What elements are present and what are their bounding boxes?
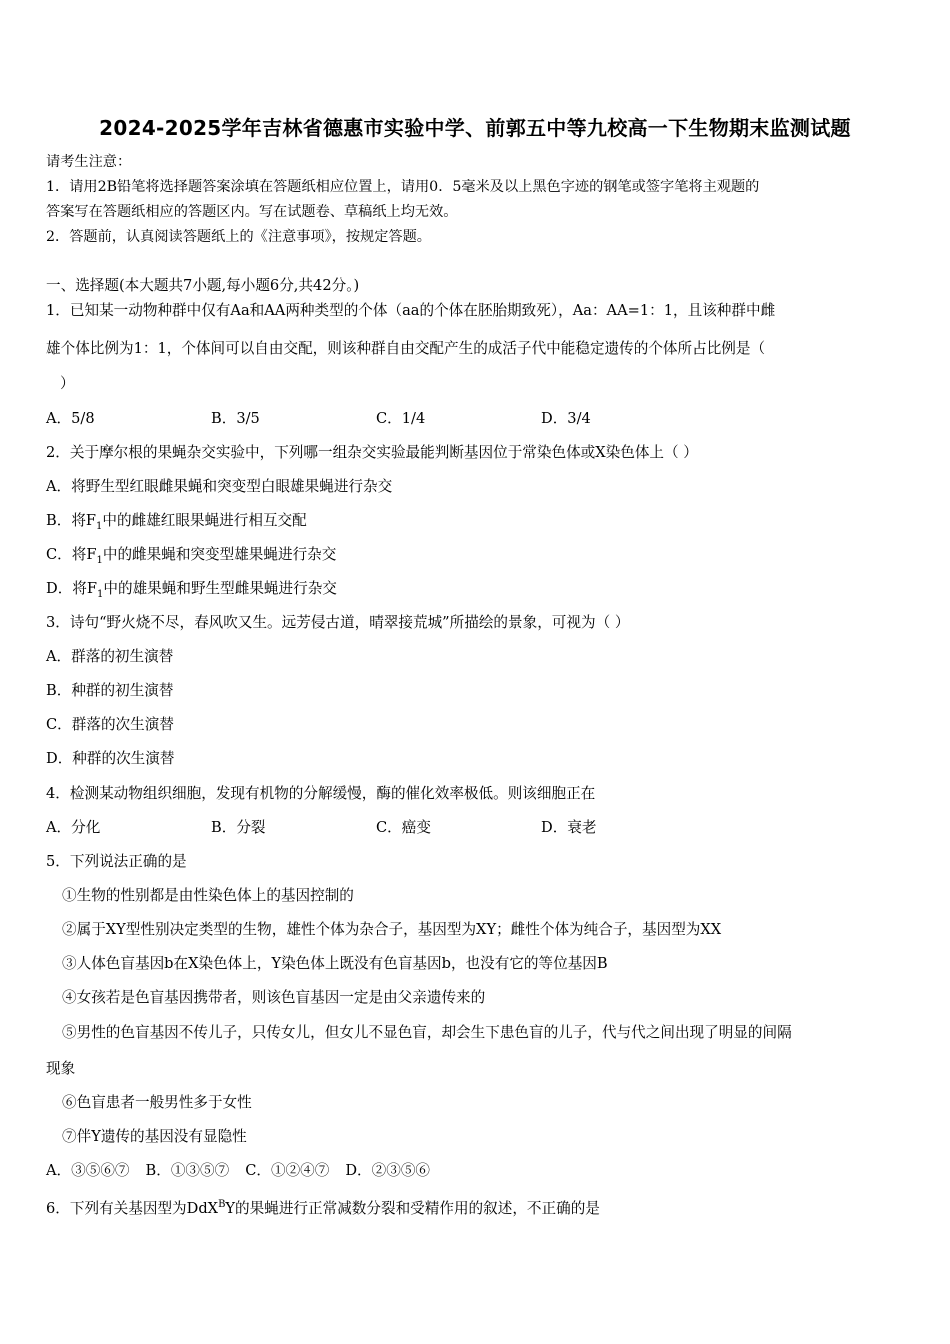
question-5-statement-3: ③人体色盲基因b在X染色体上，Y染色体上既没有色盲基因b，也没有它的等位基因B (62, 955, 608, 972)
question-6-stem-post: Y的果蝇进行正常减数分裂和受精作用的叙述，不正确的是 (225, 1199, 600, 1217)
question-2-option-b-sub: 1 (96, 520, 103, 532)
question-1-line-3: ） (60, 375, 75, 392)
question-1-option-a[interactable]: A．5/8 (46, 410, 95, 427)
question-4-option-d[interactable]: D．衰老 (541, 819, 597, 836)
notice-item-1-cont: 答案写在答题纸相应的答题区内。写在试题卷、草稿纸上均无效。 (46, 204, 458, 220)
question-5-option-b[interactable]: B．①③⑤⑦ (145, 1162, 230, 1179)
question-1-line-1: 1．已知某一动物种群中仅有Aa和AA两种类型的个体（aa的个体在胚胎期致死），Aa：AA=1：1，且该种群中雌 (46, 302, 776, 319)
notice-heading: 请考生注意： (46, 154, 132, 170)
question-2-option-b-pre: B．将F (46, 512, 97, 529)
question-6-stem-sup: B (218, 1199, 226, 1210)
question-1-line-2: 雄个体比例为1：1，个体间可以自由交配，则该种群自由交配产生的成活子代中能稳定遗传的个体所占比例是（ (46, 340, 766, 357)
question-2-option-c[interactable] (46, 545, 336, 571)
question-2-option-d-pre: D．将F (46, 580, 98, 597)
question-4-option-a[interactable]: A．分化 (46, 819, 101, 836)
question-2-option-c-sub: 1 (96, 554, 103, 566)
question-4-option-b[interactable]: B．分裂 (211, 819, 266, 836)
question-5-option-d[interactable]: D．②③⑤⑥ (345, 1162, 431, 1179)
question-2-option-b[interactable] (46, 511, 307, 537)
question-5-statement-7: ⑦伴Y遗传的基因没有显隐性 (62, 1128, 247, 1145)
question-5-statement-5: ⑤男性的色盲基因不传儿子，只传女儿，但女儿不显色盲，却会生下患色盲的儿子，代与代之间出现了明显的间隔 (62, 1024, 792, 1041)
question-5-statement-4: ④女孩若是色盲基因携带者，则该色盲基因一定是由父亲遗传来的 (62, 989, 486, 1006)
question-4-stem: 4．检测某动物组织细胞，发现有机物的分解缓慢，酶的催化效率极低。则该细胞正在 (46, 785, 596, 802)
question-5-option-c[interactable]: C．①②④⑦ (245, 1162, 330, 1179)
section-heading: 一、选择题(本大题共7小题,每小题6分,共42分。) (46, 277, 360, 294)
exam-title: 2024-2025学年吉林省德惠市实验中学、前郭五中等九校高一下生物期末监测试题 (99, 116, 851, 140)
question-2-option-d[interactable] (46, 579, 337, 605)
question-2-option-a[interactable]: A．将野生型红眼雌果蝇和突变型白眼雄果蝇进行杂交 (46, 478, 393, 495)
question-5-options (46, 1161, 446, 1181)
question-2-option-b-post: 中的雌雄红眼果蝇进行相互交配 (102, 512, 307, 529)
question-6-stem-pre: 6．下列有关基因型为DdX (46, 1199, 219, 1217)
question-2-stem: 2．关于摩尔根的果蝇杂交实验中，下列哪一组杂交实验最能判断基因位于常染色体或X染色体上（ ） (46, 444, 698, 461)
question-1-option-c[interactable]: C．1/4 (376, 410, 426, 427)
question-3-option-a[interactable]: A．群落的初生演替 (46, 648, 174, 665)
question-2-option-c-post: 中的雌果蝇和突变型雄果蝇进行杂交 (102, 546, 337, 563)
question-6-stem (46, 1195, 600, 1219)
question-1-option-d[interactable]: D．3/4 (541, 410, 591, 427)
question-2-option-c-pre: C．将F (46, 546, 97, 563)
question-3-option-c[interactable]: C．群落的次生演替 (46, 716, 174, 733)
notice-item-1: 1．请用2B铅笔将选择题答案涂填在答题纸相应位置上，请用0．5毫米及以上黑色字迹的钢笔或签字笔将主观题的 (46, 179, 760, 195)
question-2-option-d-sub: 1 (97, 588, 104, 600)
question-5-option-a[interactable]: A．③⑤⑥⑦ (46, 1162, 130, 1179)
question-1-option-b[interactable]: B．3/5 (211, 410, 260, 427)
question-3-option-b[interactable]: B．种群的初生演替 (46, 682, 174, 699)
notice-item-2: 2．答题前，认真阅读答题纸上的《注意事项》，按规定答题。 (46, 229, 431, 245)
question-5-statement-6: ⑥色盲患者一般男性多于女性 (62, 1094, 252, 1111)
question-4-option-c[interactable]: C．癌变 (376, 819, 431, 836)
question-5-stem: 5．下列说法正确的是 (46, 853, 187, 870)
question-4-options (46, 818, 706, 838)
question-5-statement-5-cont: 现象 (46, 1060, 76, 1077)
question-1-options (46, 409, 706, 429)
question-3-option-d[interactable]: D．种群的次生演替 (46, 750, 175, 767)
question-3-stem: 3．诗句“野火烧不尽，春风吹又生。远芳侵古道，晴翠接荒城”所描绘的景象，可视为（ ） (46, 614, 630, 631)
question-2-option-d-post: 中的雄果蝇和野生型雌果蝇进行杂交 (103, 580, 337, 597)
question-5-statement-1: ①生物的性别都是由性染色体上的基因控制的 (62, 887, 354, 904)
question-5-statement-2: ②属于XY型性别决定类型的生物，雄性个体为杂合子，基因型为XY；雌性个体为纯合子，基因型为XX (62, 921, 722, 938)
